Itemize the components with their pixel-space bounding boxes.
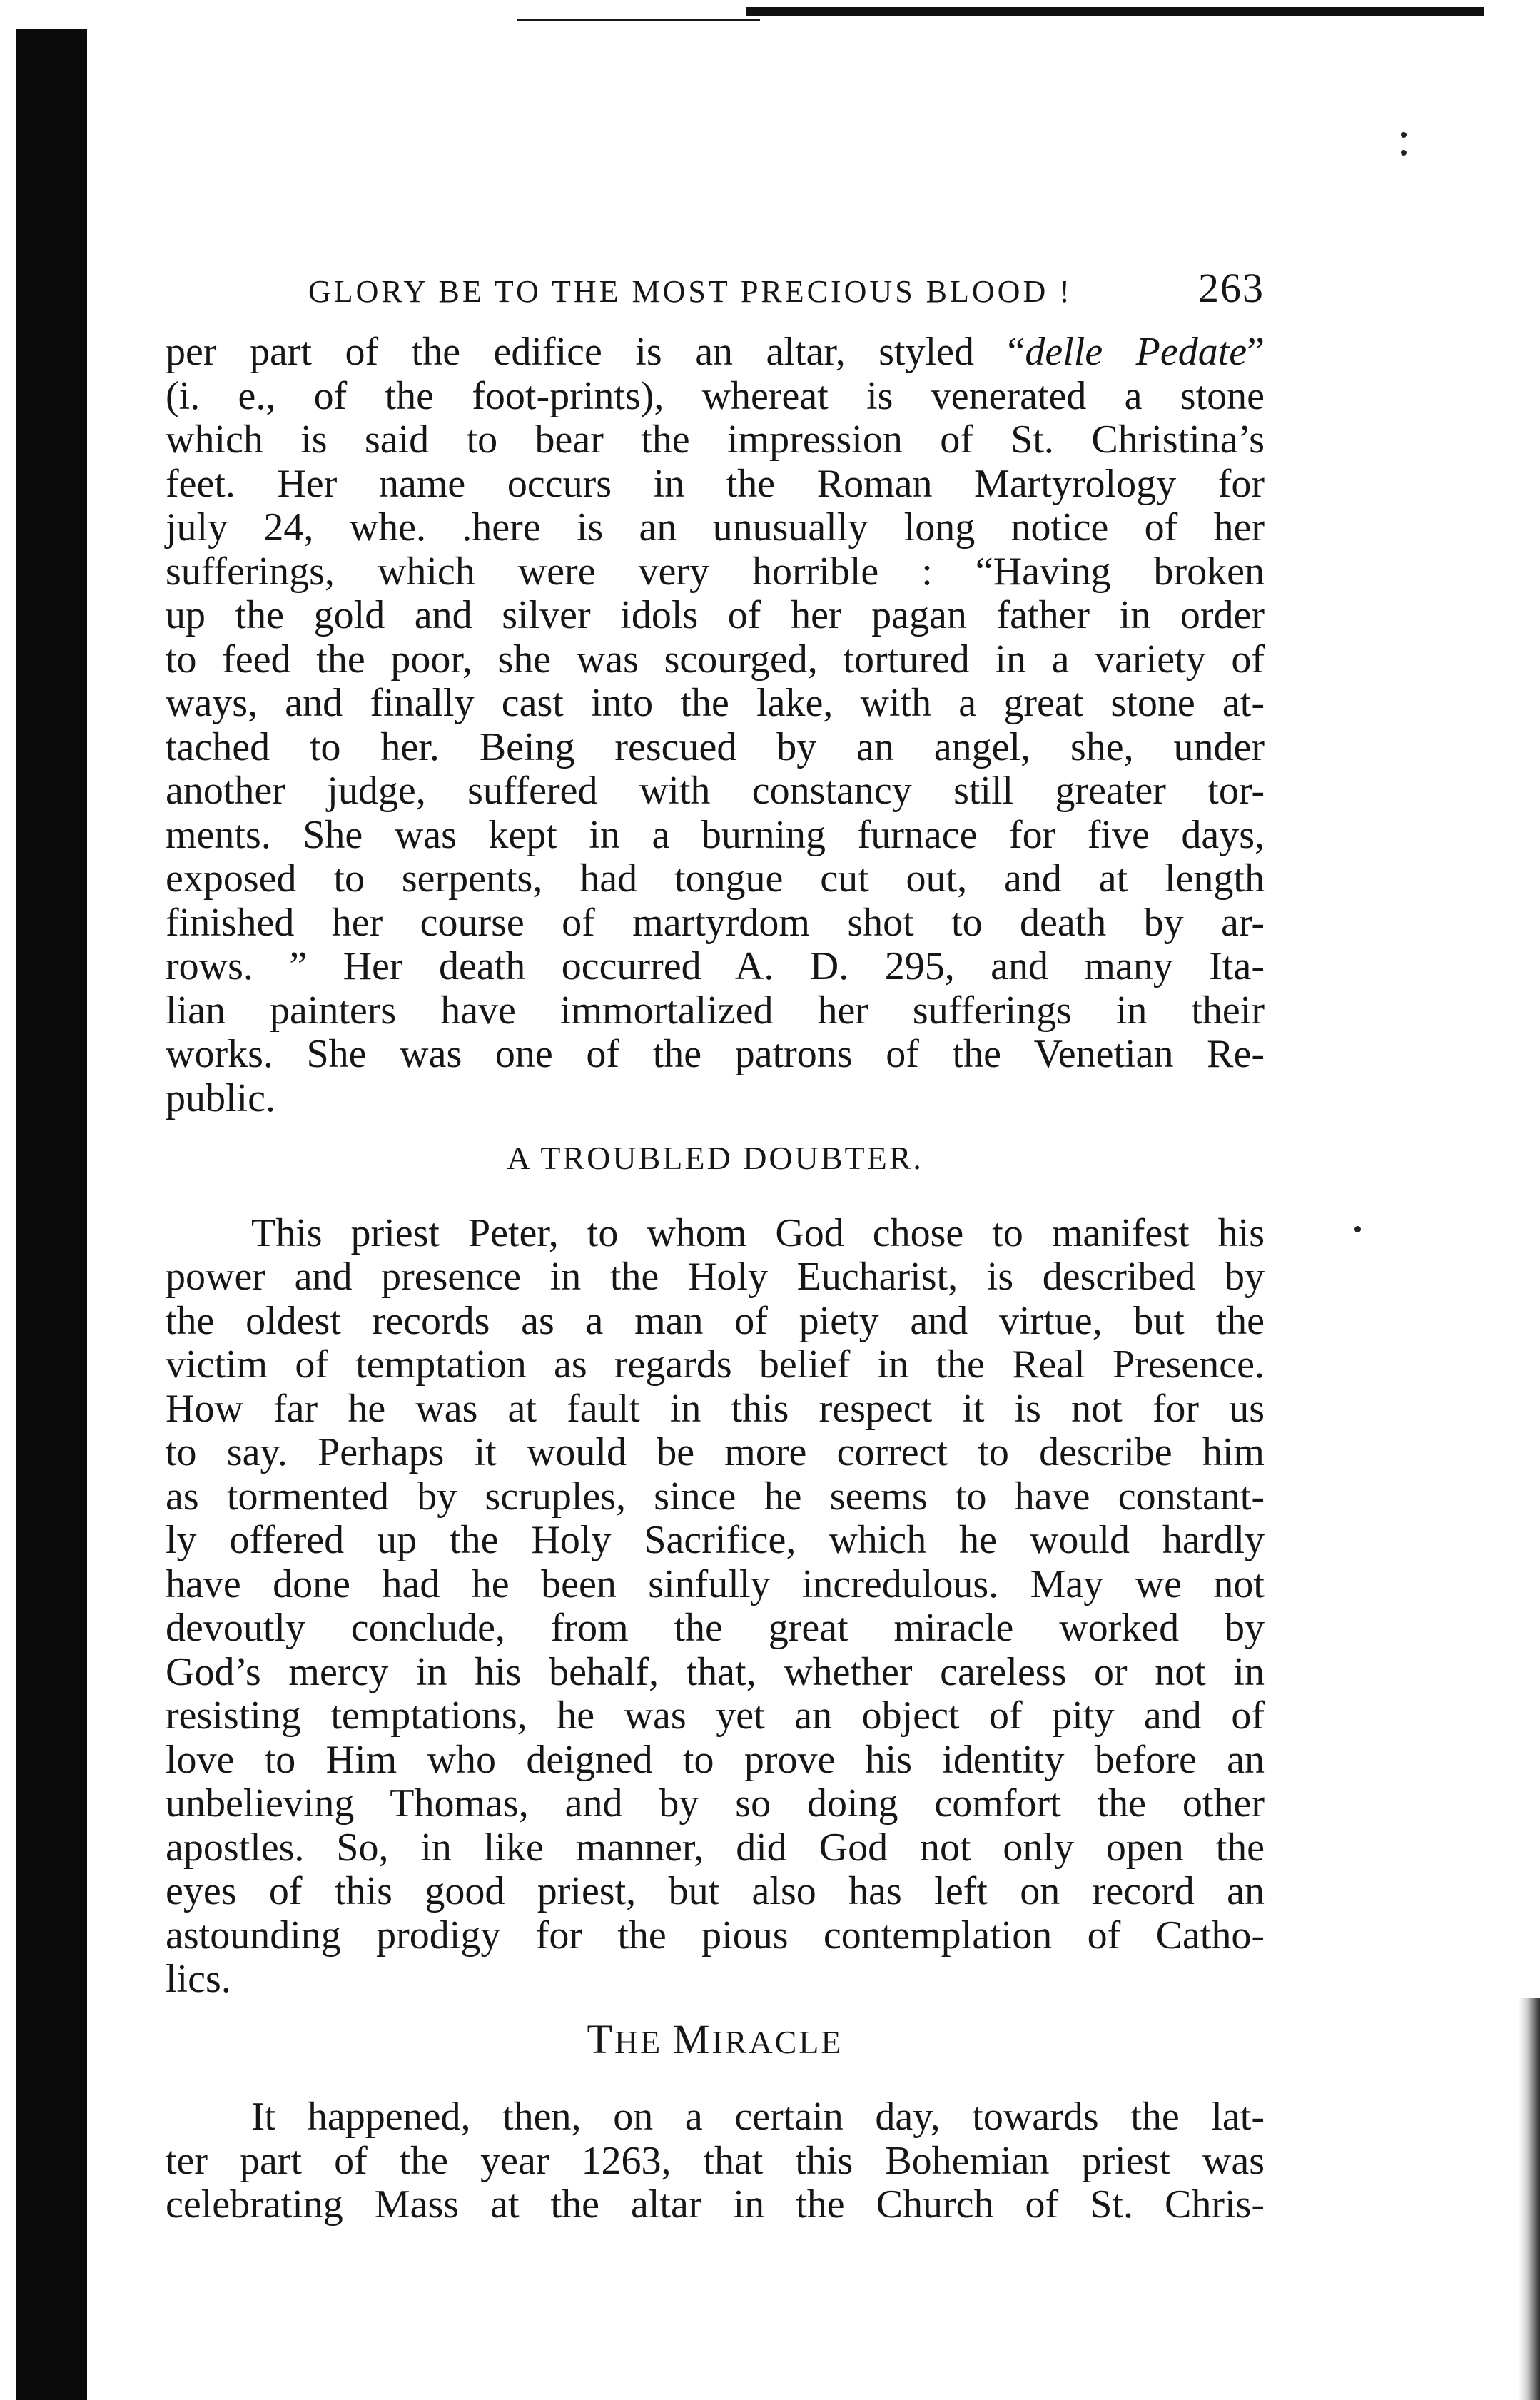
text-line: This priest Peter, to whom God chose to manifest his (251, 1210, 1265, 1255)
text-line: july 24, whe. .here is an unusually long notice of her (166, 505, 1265, 550)
scan-binding-edge (16, 29, 87, 2400)
text-line: up the gold and silver idols of her pagan father in order (166, 593, 1265, 637)
text-line: have done had he been sinfully incredulous. May we not (166, 1561, 1265, 1606)
text-line: exposed to serpents, had tongue cut out, and at length (166, 856, 1265, 901)
paragraph-priest-peter (166, 1212, 1265, 2002)
text-line: devoutly conclude, from the great miracle worked by (166, 1606, 1265, 1650)
running-head (308, 264, 1265, 312)
text-line: unbelieving Thomas, and by so doing comfort the other (166, 1781, 1265, 1826)
scan-right-edge (1519, 1998, 1540, 2400)
scan-speck (1354, 1226, 1361, 1232)
text-line: love to Him who deigned to prove his identity before an (166, 1737, 1265, 1782)
text-line: tached to her. Being rescued by an angel, she, under (166, 724, 1265, 769)
text-line: to feed the poor, she was scourged, tortured in a variety of (166, 637, 1265, 682)
text-line: (i. e., of the foot-prints), whereat is venerated a stone (166, 373, 1265, 418)
text-line: ly offered up the Holy Sacrifice, which he would hardly (166, 1518, 1265, 1562)
text-line: victim of temptation as regards belief in the Real Presence. (166, 1342, 1265, 1387)
text-line: works. She was one of the patrons of the Venetian Re- (166, 1032, 1265, 1076)
text-line: sufferings, which were very horrible : “Having broken (166, 549, 1265, 594)
text-line: public. (166, 1075, 275, 1120)
section-heading-the-miracle: THE MIRACLE (587, 2015, 844, 2062)
text-line: lics. (166, 1957, 231, 2001)
text-line: ments. She was kept in a burning furnace for five days, (166, 812, 1265, 857)
text-line: rows. ” Her death occurred A. D. 295, and many Ita- (166, 944, 1265, 988)
text-line: God’s mercy in his behalf, that, whether careless or not in (166, 1649, 1265, 1694)
top-rule-thick (746, 7, 1484, 16)
text-line: ways, and finally cast into the lake, with a great stone at- (166, 681, 1265, 725)
book-page (166, 264, 1265, 2227)
text-line: How far he was at fault in this respect it is not for us (166, 1386, 1265, 1431)
text-line: finished her course of martyrdom shot to death by ar- (166, 900, 1265, 945)
text-line: which is said to bear the impression of St. Christina’s (166, 417, 1265, 462)
text-line: It happened, then, on a certain day, towards the lat- (251, 2095, 1265, 2139)
scan-speck (1401, 150, 1407, 156)
text-line: power and presence in the Holy Eucharist, is described by (166, 1255, 1265, 1299)
paragraph-it-happened (166, 2095, 1265, 2227)
text-line: celebrating Mass at the altar in the Church of St. Chris- (166, 2182, 1265, 2227)
text-line: apostles. So, in like manner, did God not only open the (166, 1825, 1265, 1870)
text-line: per part of the edifice is an altar, styled “delle Pedate” (166, 330, 1265, 374)
page-number: 263 (1198, 265, 1265, 311)
text-line: as tormented by scruples, since he seems to have constant- (166, 1474, 1265, 1519)
scan-speck (1401, 132, 1407, 138)
italic-phrase: delle Pedate (1025, 330, 1247, 374)
scan-top-rule (517, 0, 1484, 21)
text-line: lian painters have immortalized her sufferings in their (166, 988, 1265, 1033)
text-line: eyes of this good priest, but also has left on record an (166, 1869, 1265, 1913)
running-head-title: GLORY BE TO THE MOST PRECIOUS BLOOD ! (308, 274, 1073, 309)
text-line: the oldest records as a man of piety and virtue, but the (166, 1298, 1265, 1343)
text-line: feet. Her name occurs in the Roman Martyrology for (166, 461, 1265, 506)
section-heading-troubled-doubter: A TROUBLED DOUBTER. (507, 1140, 923, 1176)
text-line: another judge, suffered with constancy still greater tor- (166, 769, 1265, 813)
paragraph-altar (166, 330, 1265, 1120)
text-line: to say. Perhaps it would be more correct to describe him (166, 1430, 1265, 1474)
text-line: resisting temptations, he was yet an object of pity and of (166, 1693, 1265, 1738)
text-line: astounding prodigy for the pious contemplation of Catho- (166, 1913, 1265, 1958)
top-rule-thin (517, 19, 760, 21)
text-line: ter part of the year 1263, that this Bohemian priest was (166, 2138, 1265, 2183)
